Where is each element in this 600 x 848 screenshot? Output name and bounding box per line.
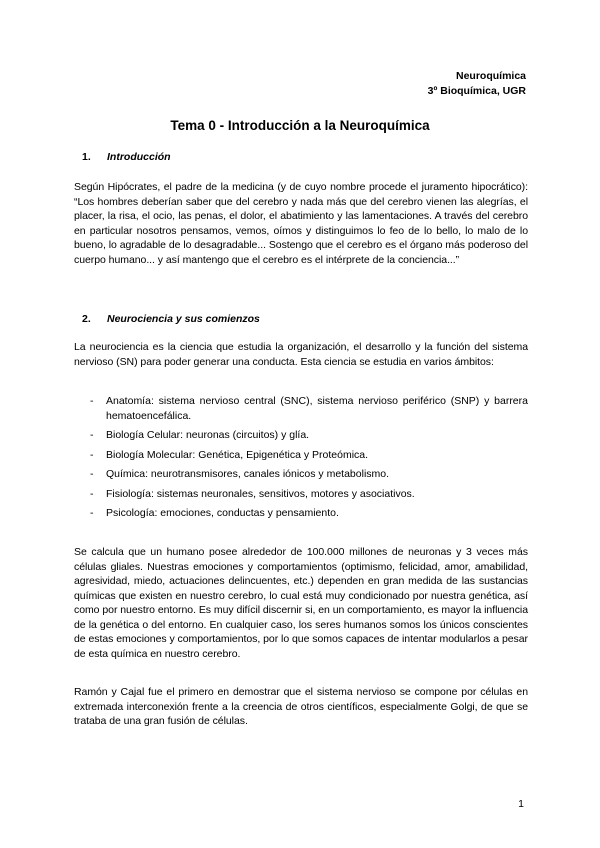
- section-2-paragraph-neurons: Se calcula que un humano posee alrededor de 100.000 millones de neuronas y 3 veces más células gliales. Nuestras emociones y comportamientos (optimismo, felicidad, amor, amabilidad, agresividad, miedo, actuaciones delincuentes, etc.) dependen en gran medida de las sustancias químicas que existen en nuestro cerebro, lo cual está muy condicionado por nuestra genética, así como por nuestro entorno. Es muy difícil discernir si, en un comportamiento, es mayor la influencia de la genética o del entorno. En cualquier caso, los seres humanos somos los únicos conscientes de estas emociones y comportamientos, por lo que somos capaces de intentar modularlos a pesar de esta química en nuestro cerebro.: [74, 546, 528, 660]
- list-item: - Psicología: emociones, conductas y pensamiento.: [90, 507, 339, 519]
- document-title: Tema 0 - Introducción a la Neuroquímica: [170, 118, 430, 133]
- section-2-paragraph-cajal: Ramón y Cajal fue el primero en demostrar que el sistema nervioso se compone por células en extremada interconexión frente a la creencia de otros científicos, especialmente Golgi, de que se trataba de una gran fusión de células.: [74, 686, 528, 727]
- section-2-heading: [82, 313, 260, 325]
- list-item: - Biología Celular: neuronas (circuitos) y glía.: [90, 429, 310, 441]
- fields-list: [74, 394, 528, 526]
- page-header: [276, 69, 526, 99]
- page-number: 1: [518, 798, 524, 810]
- list-item: - Química: neurotransmisores, canales iónicos y metabolismo.: [90, 468, 390, 480]
- dash-bullet: -: [90, 468, 94, 480]
- section-2-intro: La neurociencia es la ciencia que estudia la organización, el desarrollo y la función del sistema nervioso (SN) para poder generar una conducta. Esta ciencia se estudia en varios ámbitos:: [74, 341, 528, 368]
- section-1-number: 1.: [82, 151, 91, 163]
- header-degree: 3º Bioquímica, UGR: [427, 85, 526, 97]
- header-course: Neuroquímica: [455, 70, 526, 82]
- dash-bullet: -: [90, 395, 94, 407]
- section-1-title: Introducción: [107, 151, 171, 163]
- dash-bullet: -: [90, 429, 94, 441]
- section-2-title: Neurociencia y sus comienzos: [107, 313, 260, 325]
- section-1-heading: [82, 151, 171, 163]
- dash-bullet: -: [90, 507, 94, 519]
- list-item: - Fisiología: sistemas neuronales, sensitivos, motores y asociativos.: [90, 487, 415, 500]
- list-item: - Anatomía: sistema nervioso central (SNC), sistema nervioso periférico (SNP) y barrera hematoencefálica.: [90, 395, 528, 422]
- list-item: - Biología Molecular: Genética, Epigenética y Proteómica.: [90, 448, 369, 461]
- dash-bullet: -: [90, 448, 94, 461]
- dash-bullet: -: [90, 487, 94, 500]
- section-2-number: 2.: [82, 313, 91, 325]
- section-1-paragraph: Según Hipócrates, el padre de la medicina (y de cuyo nombre procede el juramento hipocrático): “Los hombres deberían saber que del cerebro y nada más que del cerebro vienen las alegrías, el placer, la risa, el ocio, las penas, el dolor, el abatimiento y las lamentaciones. A través del cerebro en particular nosotros pensamos, vemos, oímos y distinguimos lo feo de lo bello, lo malo de lo bueno, lo agradable de lo desagradable... Sostengo que el cerebro es el órgano más poderoso del cuerpo humano... y así mantengo que el cerebro es el intérprete de la conciencia...”: [74, 181, 528, 266]
